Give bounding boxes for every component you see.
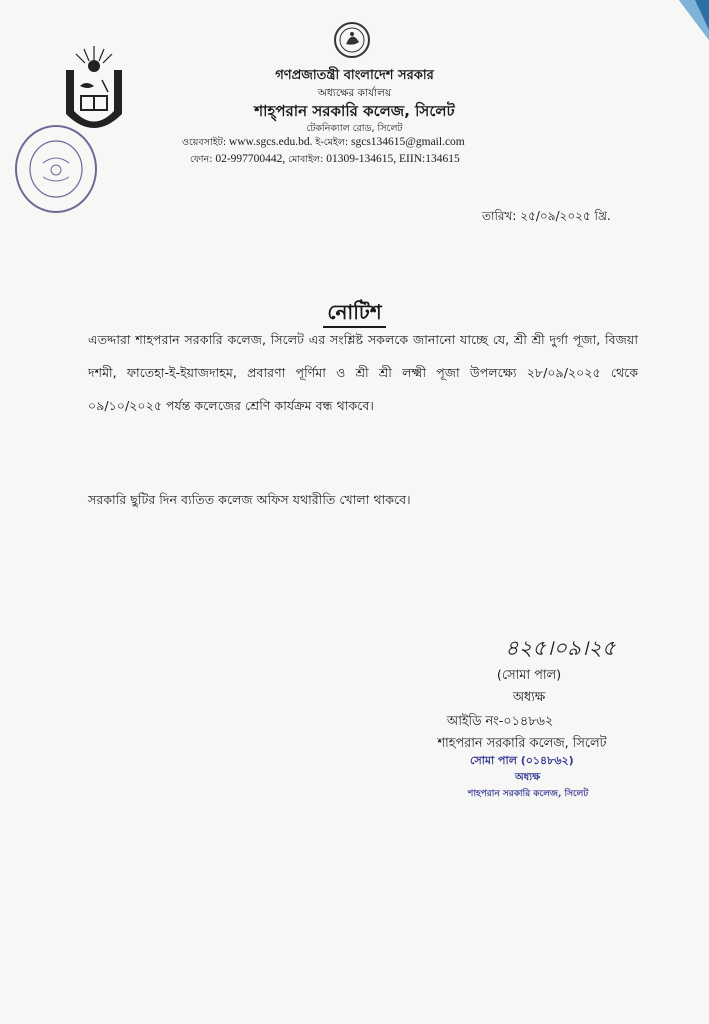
website-link[interactable]: www.sgcs.edu.bd. [228,136,313,148]
email-link[interactable]: sgcs134615@gmail.com [350,136,465,148]
address-line: টেকনিক্যাল রোড, সিলেট [306,123,403,134]
mobile-number: 01309-134615, [326,153,397,165]
notice-paragraph-1: এতদ্দারা শাহপরান সরকারি কলেজ, সিলেট এর সংশ্লিষ্ট সকলকে জানানো যাচ্ছে যে, শ্রী শ্রী দুর্গা পূজা, বিজয়া দশমী, ফাতেহা-ই-ইয়াজদাহম, প্রবারণা পূর্ণিমা ও শ্রী শ্রী লক্ষ্মী পূজা উপলক্ষ্যে ২৮/০৯/২০২৫ থেকে ০৯/১০/২০২৫ পর্যন্ত কলেজের শ্রেণি কার্যক্রম বন্ধ থাকবে। [88,332,638,413]
government-line: গণপ্রজাতন্ত্রী বাংলাদেশ সরকার [275,68,434,83]
signatory-designation: অধ্যক্ষ [512,690,546,705]
signatory-college: শাহপরান সরকারি কলেজ, সিলেট [437,736,607,751]
notice-date: তারিখ: ২৫/০৯/২০২৫ খ্রি. [482,209,611,223]
college-name: শাহ্‌পরান সরকারি কলেজ, সিলেট [254,102,455,120]
email-label: ই-মেইল: [315,137,349,148]
mobile-label: মোবাইল: [288,154,324,165]
contact-web-email [182,136,465,151]
handwritten-signature: ৪২৫।০৯।২৫ [505,636,616,660]
phone-number: 02-997700442, [215,153,286,165]
signatory-name: (সোমা পাল) [496,668,562,683]
contact-phone [190,153,460,168]
notice-title-text: নোটিশ [323,300,385,328]
stamp-name: সোমা পাল (০১৪৮৬২) [470,754,574,767]
office-line: অধ্যক্ষের কার্যালয় [317,87,392,99]
website-label: ওয়েবসাইট: [182,137,227,148]
phone-label: ফোন: [190,154,213,165]
stamp-designation: অধ্যক্ষ [515,772,541,783]
eiin-number: EIIN:134615 [399,153,460,165]
notice-paragraph-2: সরকারি ছুটির দিন ব্যতিত কলেজ অফিস যথারীতি খোলা থাকবে। [88,492,411,507]
page-corner-shadow [659,0,709,40]
signatory-id: আইডি নং-০১৪৮৬২ [446,714,554,729]
bangladesh-emblem-icon [332,20,372,60]
stamp-college: শাহপরান সরকারি কলেজ, সিলেট [468,789,589,799]
